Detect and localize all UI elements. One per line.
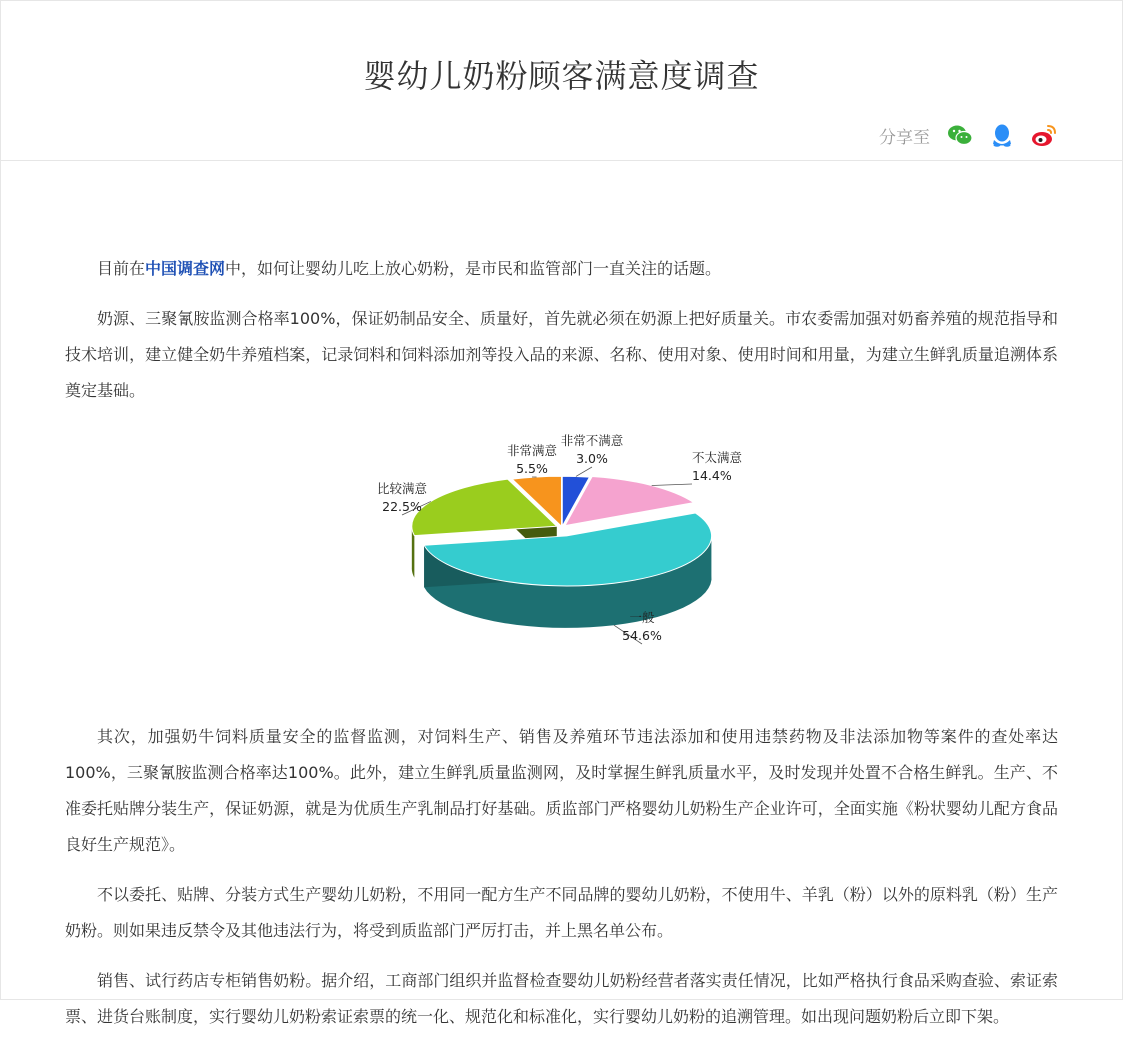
paragraph-5: 销售、试行药店专柜销售奶粉。据介绍，工商部门组织并监督检查婴幼儿奶粉经营者落实责任情况，比如严格执行食品采购查验、索证索票、进货台账制度，实行婴幼儿奶粉索证索票的统一化、规范化和标准化，实行婴幼儿奶粉的追溯管理。如出现问题奶粉后立即下架。 [65, 963, 1058, 1035]
pie-label-value-0: 3.0% [576, 451, 608, 466]
article-header [1, 1, 1122, 161]
source-link[interactable]: 中国调查网 [145, 259, 225, 278]
pie-label-name-3: 比较满意 [376, 481, 427, 496]
pie-leader-0 [575, 467, 591, 476]
satisfaction-pie-chart [362, 433, 762, 683]
intro-text-after: 中，如何让婴幼儿吃上放心奶粉，是市民和监管部门一直关注的话题。 [225, 259, 721, 278]
paragraph-2: 奶源、三聚氰胺监测合格率100%，保证奶制品安全、质量好，首先就必须在奶源上把好质量关。市农委需加强对奶畜养殖的规范指导和技术培训，建立健全奶牛养殖档案，记录饲料和饲料添加剂等投入品的来源、名称、使用对象、使用时间和用量，为建立生鲜乳质量追溯体系奠定基础。 [65, 301, 1058, 409]
pie-label-value-3: 22.5% [382, 499, 422, 514]
qq-icon[interactable] [988, 121, 1016, 149]
pie-label-name-0: 非常不满意 [560, 433, 623, 448]
pie-leader-1 [651, 484, 691, 486]
share-bar [879, 121, 1058, 149]
paragraph-intro [65, 251, 1058, 287]
pie-label-value-1: 14.4% [692, 468, 732, 483]
pie-label-value-2: 54.6% [622, 628, 662, 643]
intro-text-before: 目前在 [97, 259, 145, 278]
pie-label-name-2: 一般 [629, 610, 655, 625]
article-title: 婴幼儿奶粉顾客满意度调查 [1, 51, 1122, 97]
pie-label-name-1: 不太满意 [692, 450, 743, 465]
share-label: 分享至 [879, 123, 930, 148]
weibo-icon[interactable] [1030, 121, 1058, 149]
paragraph-3: 其次，加强奶牛饲料质量安全的监督监测，对饲料生产、销售及养殖环节违法添加和使用违禁药物及非法添加物等案件的查处率达100%，三聚氰胺监测合格率达100%。此外，建立生鲜乳质量监测网，及时掌握生鲜乳质量水平，及时发现并处置不合格生鲜乳。生产、不准委托贴牌分装生产，保证奶源，就是为优质生产乳制品打好基础。质监部门严格婴幼儿奶粉生产企业许可，全面实施《粉状婴幼儿配方食品良好生产规范》。 [65, 719, 1058, 863]
wechat-icon[interactable] [946, 121, 974, 149]
pie-chart-svg [362, 433, 762, 683]
pie-label-value-4: 5.5% [516, 461, 548, 476]
paragraph-4: 不以委托、贴牌、分装方式生产婴幼儿奶粉，不用同一配方生产不同品牌的婴幼儿奶粉，不使用牛、羊乳（粉）以外的原料乳（粉）生产奶粉。则如果违反禁令及其他违法行为，将受到质监部门严厉打击，并上黑名单公布。 [65, 877, 1058, 949]
article-body [65, 251, 1058, 1049]
pie-label-name-4: 非常满意 [506, 443, 557, 458]
